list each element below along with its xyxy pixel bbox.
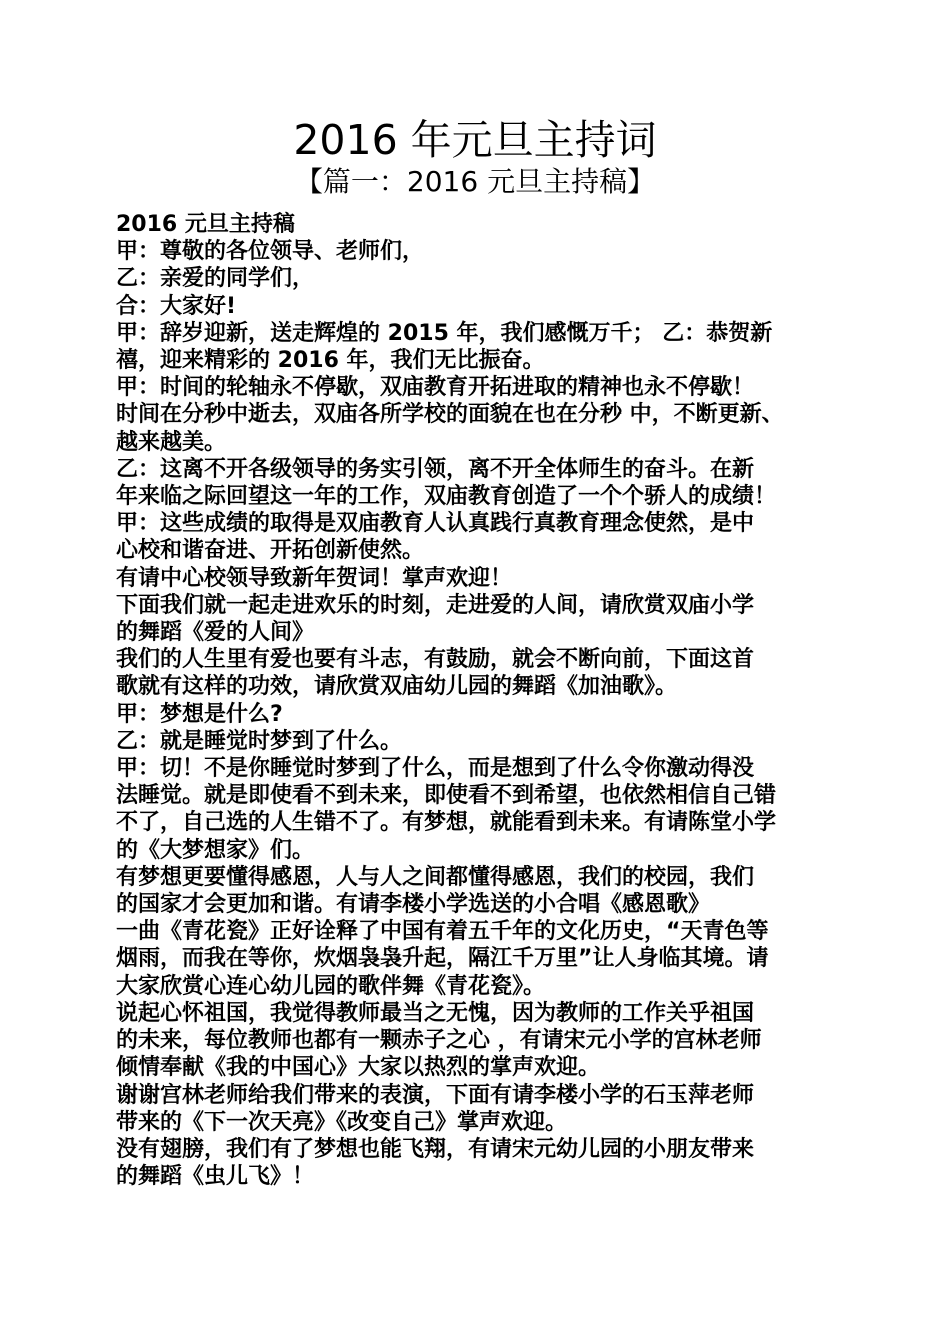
text-line: 的国家才会更加和谐。有请李楼小学选送的小合唱《感恩歌》 <box>116 892 711 918</box>
text-line: 没有翅膀，我们有了梦想也能飞翔，有请宋元幼儿园的小朋友带来 <box>116 1136 755 1162</box>
text-line: 越来越美。 <box>116 429 227 455</box>
text-line: 甲：时间的轮轴永不停歇，双庙教育开拓进取的精神也永不停歇！ <box>116 375 755 401</box>
text-line: 甲：梦想是什么? <box>116 701 283 727</box>
text-line: 的舞蹈《爱的人间》 <box>116 620 315 646</box>
text-line: 一曲《青花瓷》正好诠释了中国有着五千年的文化历史，“天青色等 <box>116 919 769 945</box>
text-line: 歌就有这样的功效，请欣赏双庙幼儿园的舞蹈《加油歌》。 <box>116 674 678 700</box>
document-subtitle: 【篇一：2016 元旦主持稿】 <box>294 165 656 198</box>
text-line: 说起心怀祖国，我觉得教师最当之无愧，因为教师的工作关乎祖国 <box>116 1000 755 1026</box>
text-line: 倾情奉献《我的中国心》大家以热烈的掌声欢迎。 <box>116 1055 601 1081</box>
text-line: 心校和谐奋进、开拓创新使然。 <box>116 538 425 564</box>
text-line: 年来临之际回望这一年的工作，双庙教育创造了一个个骄人的成绩！ <box>116 484 777 510</box>
text-line: 的《大梦想家》们。 <box>116 837 315 863</box>
text-line: 有梦想更要懂得感恩，人与人之间都懂得感恩，我们的校园，我们 <box>116 864 755 890</box>
text-line: 大家欣赏心连心幼儿园的歌伴舞《青花瓷》。 <box>116 973 546 999</box>
text-line: 的舞蹈《虫儿飞》！ <box>116 1164 315 1190</box>
text-line: 谢谢宫林老师给我们带来的表演，下面有请李楼小学的石玉萍老师 <box>116 1082 755 1108</box>
text-line: 烟雨，而我在等你，炊烟袅袅升起，隔江千万里”让人身临其境。请 <box>116 946 769 972</box>
document-body <box>116 211 840 1190</box>
text-line: 甲：这些成绩的取得是双庙教育人认真践行真教育理念使然，是中 <box>116 511 755 537</box>
text-line: 甲：尊敬的各位领导、老师们， <box>116 239 425 265</box>
text-line: 乙：这离不开各级领导的务实引领，离不开全体师生的奋斗。在新 <box>116 456 755 482</box>
text-line: 时间在分秒中逝去，双庙各所学校的面貌在也在分秒 中，不断更新、 <box>116 402 784 428</box>
text-line: 的未来，每位教师也都有一颗赤子之心 ，有请宋元小学的宫林老师 <box>116 1028 762 1054</box>
document-title: 2016 年元旦主持词 <box>293 116 657 164</box>
text-line: 我们的人生里有爱也要有斗志，有鼓励，就会不断向前，下面这首 <box>116 647 755 673</box>
text-line: 下面我们就一起走进欢乐的时刻，走进爱的人间，请欣赏双庙小学 <box>116 592 755 618</box>
text-line: 合：大家好! <box>116 293 237 319</box>
text-line: 甲：辞岁迎新，送走辉煌的 2015 年，我们感慨万千； 乙：恭贺新 <box>116 320 773 346</box>
text-line: 法睡觉。就是即使看不到未来，即使看不到希望，也依然相信自己错 <box>116 783 777 809</box>
text-line: 2016 元旦主持稿 <box>116 212 295 237</box>
text-line: 乙：就是睡觉时梦到了什么。 <box>116 728 403 754</box>
text-line: 有请中心校领导致新年贺词！掌声欢迎！ <box>116 565 513 591</box>
text-line: 带来的《下一次天亮》《改变自己》掌声欢迎。 <box>116 1109 568 1135</box>
text-line: 不了，自己选的人生错不了。有梦想，就能看到未来。有请陈堂小学 <box>116 810 777 836</box>
text-line: 禧，迎来精彩的 2016 年，我们无比振奋。 <box>116 348 545 374</box>
text-line: 甲：切！不是你睡觉时梦到了什么，而是想到了什么令你激动得没 <box>116 756 755 782</box>
text-line: 乙：亲爱的同学们， <box>116 266 315 292</box>
